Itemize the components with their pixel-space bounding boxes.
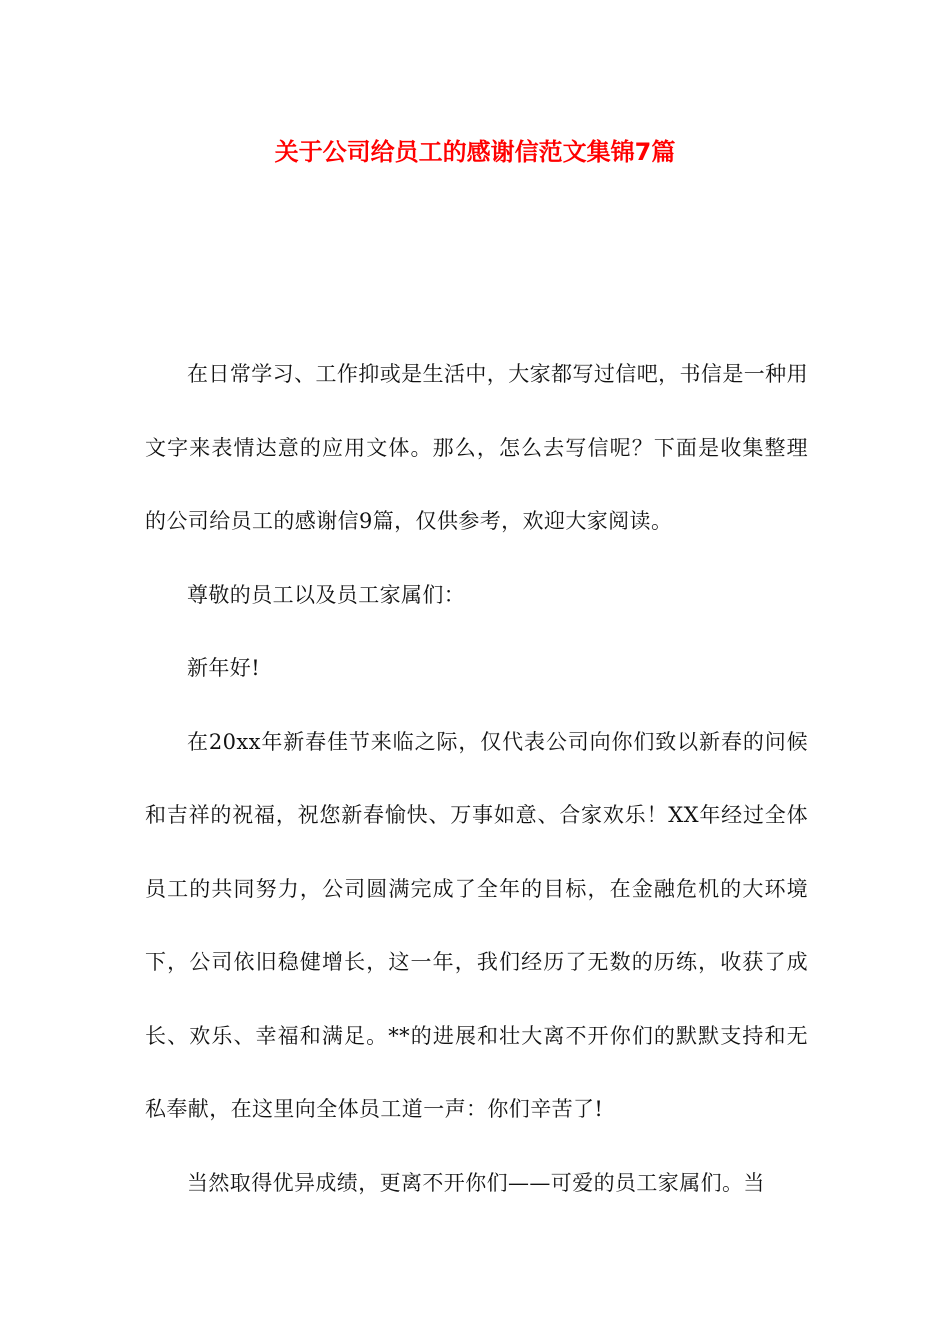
document-body	[145, 338, 808, 1220]
paragraph-greeting: 新年好!	[187, 656, 261, 680]
paragraph-body-1: 在20xx年新春佳节来临之际，仅代表公司向你们致以新春的问候和吉祥的祝福，祝您新春愉快、万事如意、合家欢乐！XX年经过全体员工的共同努力，公司圆满完成了全年的目标，在金融危机的大环境下，公司依旧稳健增长，这一年，我们经历了无数的历练，收获了成长、欢乐、幸福和满足。**的进展和壮大离不开你们的默默支持和无私奉献，在这里向全体员工道一声：你们辛苦了!	[145, 729, 808, 1121]
document-title: 关于公司给员工的感谢信范文集锦7篇	[274, 138, 676, 166]
paragraph-body-2: 当然取得优异成绩，更离不开你们——可爱的员工家属们。当	[187, 1170, 765, 1195]
paragraph-salutation: 尊敬的员工以及员工家属们：	[187, 582, 466, 607]
paragraph-intro: 在日常学习、工作抑或是生活中，大家都写过信吧，书信是一种用文字来表情达意的应用文体。那么，怎么去写信呢？下面是收集整理的公司给员工的感谢信9篇，仅供参考，欢迎大家阅读。	[145, 362, 808, 533]
